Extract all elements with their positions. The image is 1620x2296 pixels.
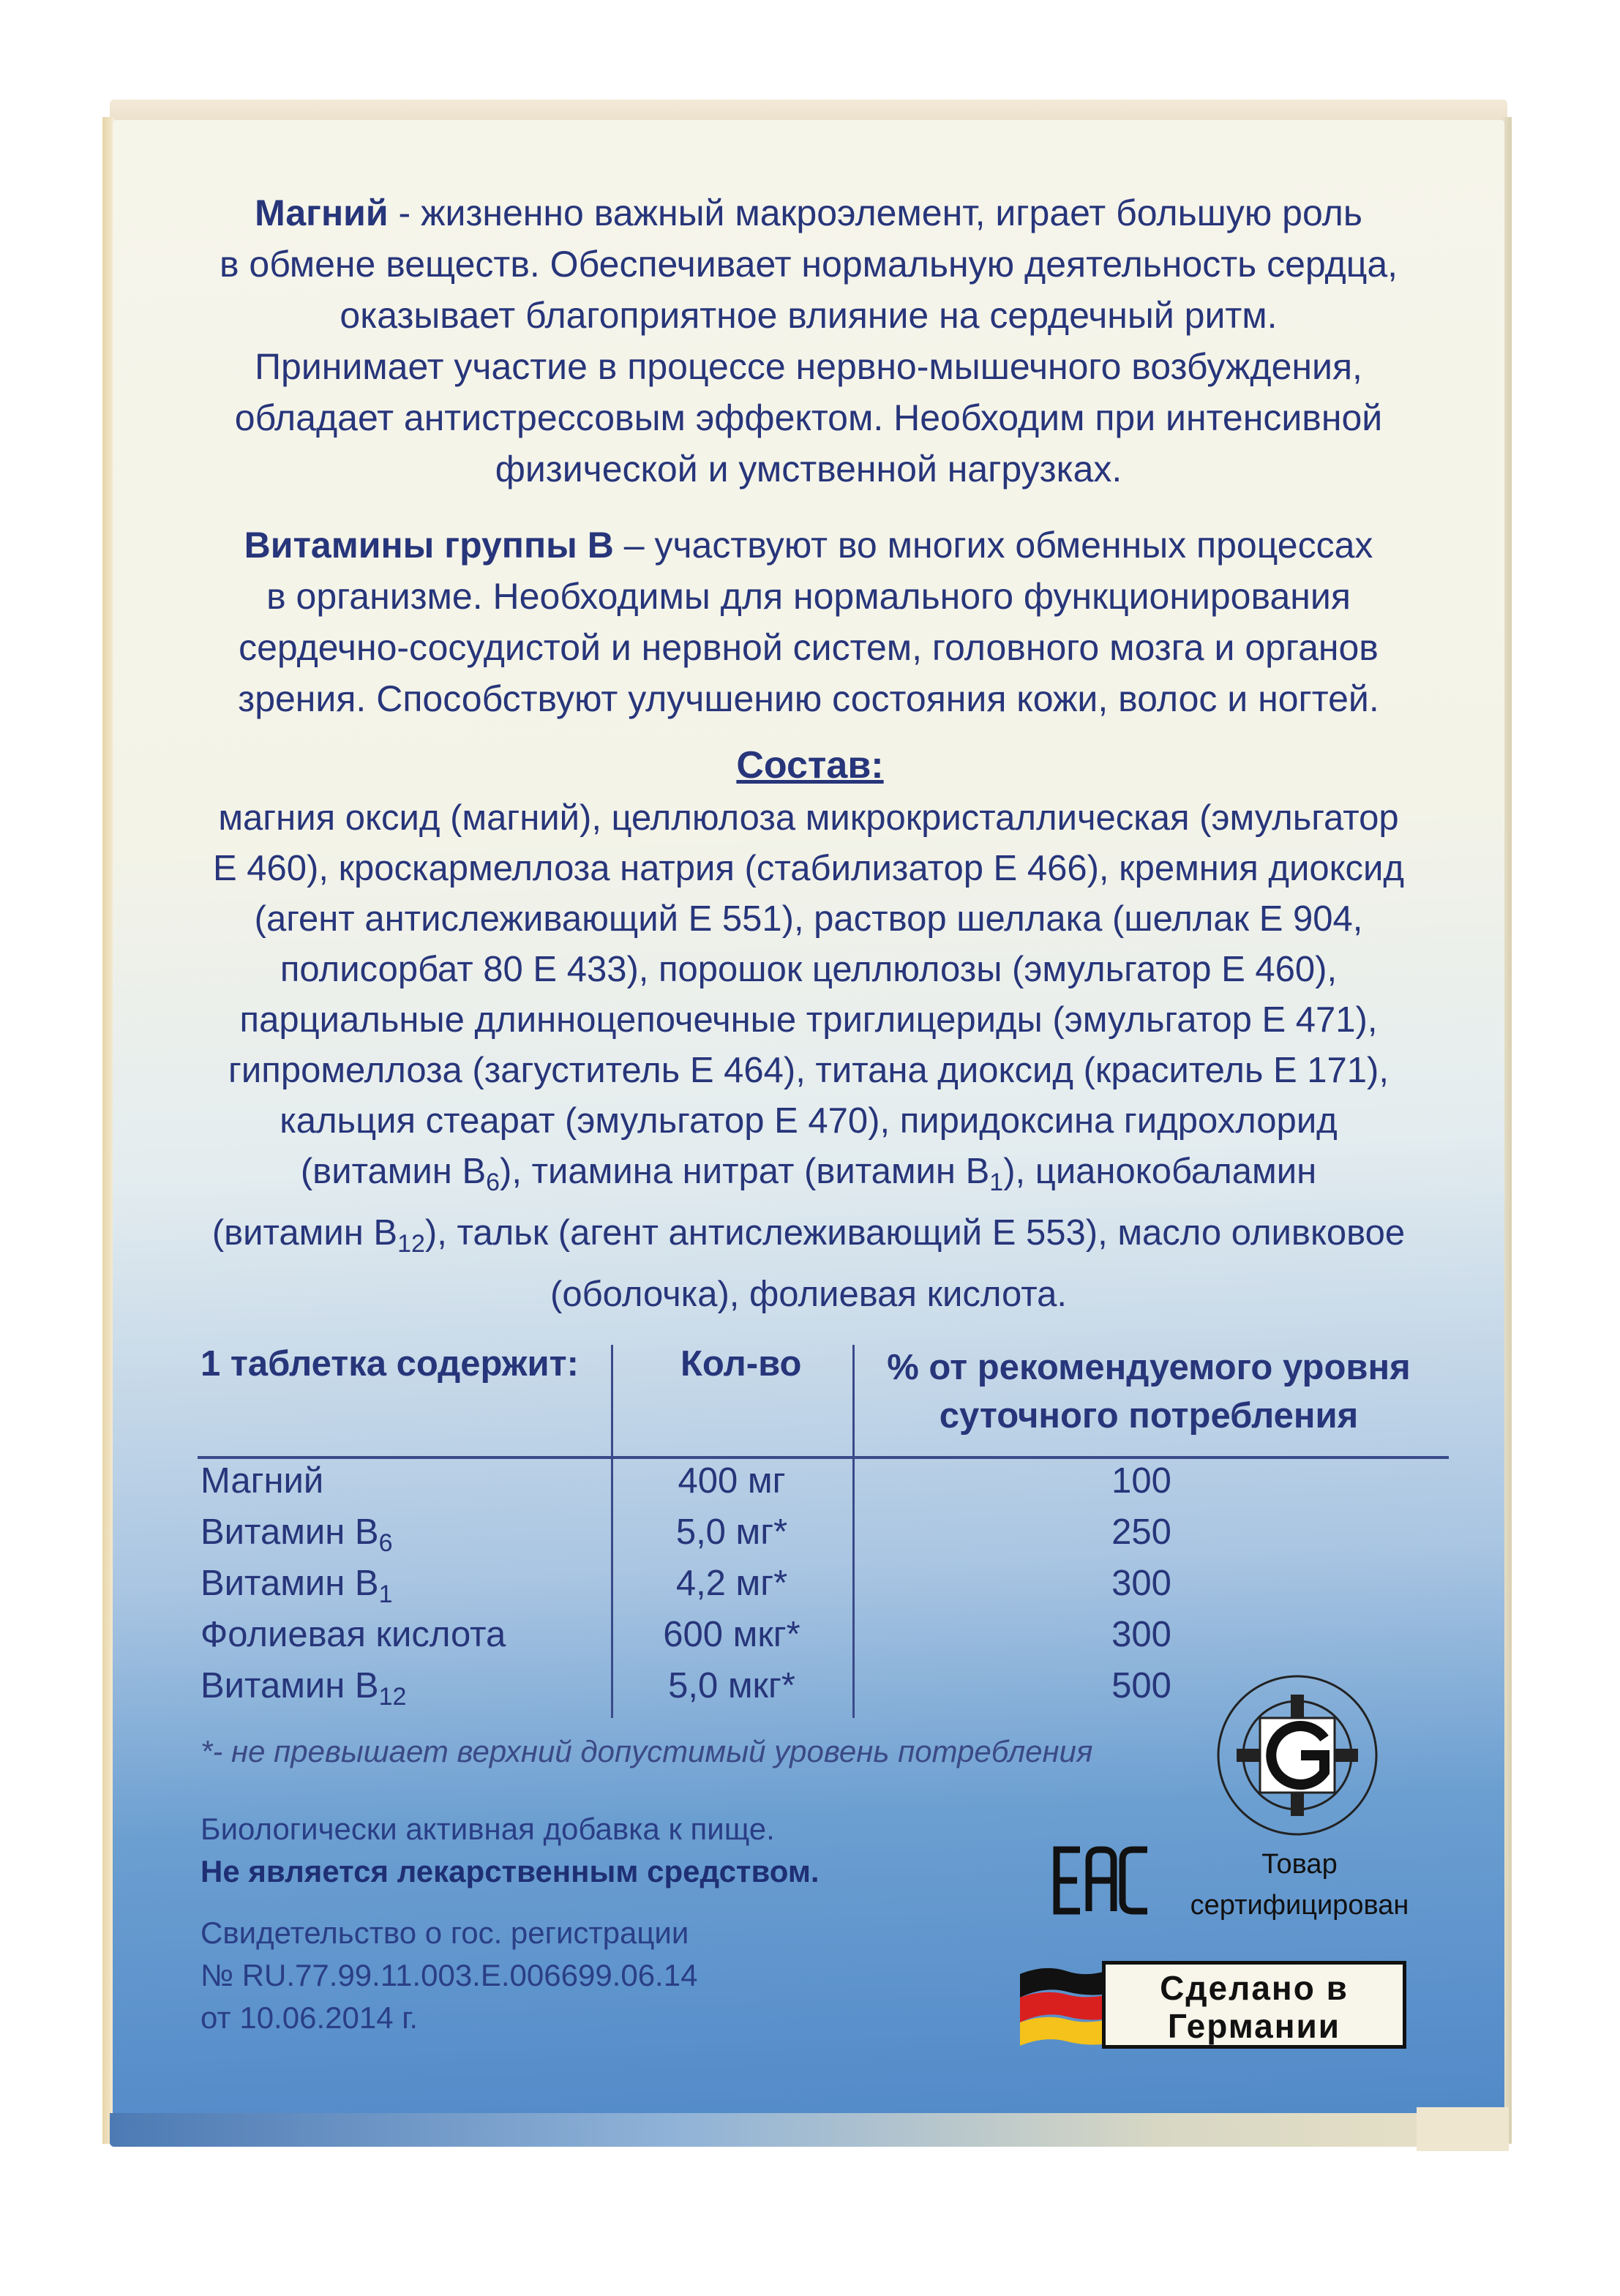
supplement-notice: Биологически активная добавка к пище. (200, 1812, 775, 1846)
vitamins-b-line: в организме. Необходимы для нормального функционирования (266, 576, 1351, 617)
magnesium-line: в обмене веществ. Обеспечивает нормальную деятельность сердца, (219, 244, 1398, 285)
made-in-label-box (1102, 1961, 1406, 2049)
vitamins-b-line: зрения. Способствуют улучшению состояния кожи, волос и ногтей. (238, 678, 1379, 719)
vitamins-b-line: Витамины группы В – участвуют во многих обменных процессах (244, 525, 1373, 566)
table-row: Витамин $В_6$ 5,0 мг* 250 (200, 1512, 1171, 1557)
composition-line: кальция стеарат (эмульгатор Е 470), пиридоксина гидрохлорид (280, 1101, 1338, 1141)
made-in-germany-badge (1016, 1961, 1411, 2053)
registration-date: от 10.06.2014 г. (200, 2000, 419, 2035)
composition-line: (витамин $В_6$), тиамина нитрат (витамин $В_1$), цианокобаламин (300, 1152, 1317, 1196)
composition-line: парциальные длинноцепочечные триглицериды (эмульгатор Е 471), (239, 1000, 1378, 1040)
composition-line: магния оксид (магний), целлюлоза микрокристаллическая (эмульгатор (218, 798, 1399, 838)
composition-line: (агент антислеживающий Е 551), раствор шеллака (шеллак Е 904, (254, 899, 1363, 939)
not-medicine-notice: Не является лекарственным средством. (200, 1854, 820, 1888)
table-header-name: 1 таблетка содержит: (200, 1344, 579, 1384)
magnesium-line: Магний - жизненно важный макроэлемент, играет большую роль (255, 192, 1362, 233)
vitamins-b-title: Витамины группы В (244, 525, 614, 566)
magnesium-line: физической и умственной нагрузках. (495, 449, 1122, 489)
certification-label: Товар сертифицирован (1190, 1849, 1409, 1921)
magnesium-title: Магний (255, 192, 389, 233)
registration-number: № RU.77.99.11.003.Е.006699.06.14 (200, 1958, 698, 1992)
registration-line: Свидетельство о гос. регистрации (200, 1916, 689, 1950)
eac-mark-icon (1051, 1844, 1153, 1917)
vitamins-b-paragraph (176, 519, 1441, 724)
composition-line: гипромеллоза (загуститель Е 464), титана диоксид (краситель Е 171), (228, 1051, 1389, 1090)
composition-line: (оболочка), фолиевая кислота. (550, 1275, 1067, 1314)
magnesium-line: обладает антистрессовым эффектом. Необходим при интенсивной (234, 397, 1383, 438)
composition-line: полисорбат 80 Е 433), порошок целлюлозы (эмульгатор Е 460), (280, 950, 1338, 989)
table-row: Витамин $В_1$ 4,2 мг* 300 (200, 1564, 1171, 1608)
footnote: *- не превышает верхний допустимый уровень потребления (200, 1734, 1093, 1768)
magnesium-line: оказывает благоприятное влияние на сердечный ритм. (340, 295, 1278, 336)
table-row: Витамин $В_{12}$ 5,0 мкг* 500 (200, 1666, 1171, 1711)
table-header-percent: % от рекомендуемого уровня суточного потребления (887, 1348, 1411, 1436)
composition-line: (витамин $В_{12}$), тальк (агент антислеживающий Е 553), масло оливковое (211, 1213, 1406, 1258)
composition-title: Состав: (736, 744, 884, 787)
composition-line: Е 460), кроскармеллоза натрия (стабилизатор Е 466), кремния диоксид (212, 849, 1405, 888)
vitamins-b-line: сердечно-сосудистой и нервной систем, головного мозга и органов (239, 627, 1379, 668)
table-row: Магний 400 мг 100 (200, 1461, 1171, 1501)
magnesium-paragraph (176, 187, 1441, 495)
certification-seal-icon (1215, 1673, 1380, 1838)
magnesium-line: Принимает участие в процессе нервно-мышечного возбуждения, (255, 346, 1362, 387)
table-row: Фолиевая кислота 600 мкг* 300 (200, 1615, 1171, 1654)
table-divider (198, 1456, 1449, 1459)
made-in-country: Германии (1167, 2007, 1341, 2045)
made-in-line: Сделано в (1160, 1969, 1349, 2007)
table-header-amount: Кол-во (680, 1344, 802, 1384)
composition-text (176, 793, 1441, 1320)
